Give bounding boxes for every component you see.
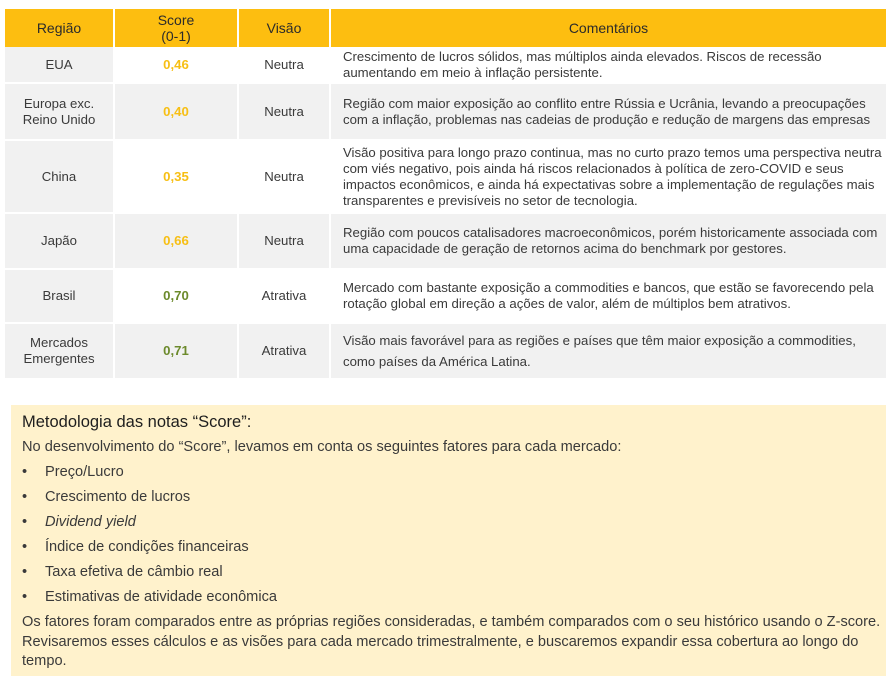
cell-regiao: Mercados Emergentes [5,324,115,380]
score-table [5,9,886,380]
table-row [5,84,886,141]
cell-score: 0,71 [115,324,239,380]
cell-visao: Atrativa [239,324,331,380]
cell-regiao: EUA [5,47,115,84]
table-row [5,270,886,324]
fator-label: Dividend yield [45,514,136,530]
list-item [22,585,886,610]
list-item [22,560,886,585]
cell-score: 0,46 [115,47,239,84]
cell-regiao: Japão [5,214,115,270]
table-row [5,324,886,380]
cell-score: 0,70 [115,270,239,324]
table-header-row [5,9,886,47]
list-item [22,535,886,560]
cell-visao: Neutra [239,84,331,141]
cell-visao: Atrativa [239,270,331,324]
cell-visao: Neutra [239,214,331,270]
cell-visao: Neutra [239,141,331,214]
cell-comentario: Mercado com bastante exposição a commodities e bancos, que estão se favorecendo pela rotação global em direção a ações de valor, além de múltiplos bem atrativos. [331,270,886,324]
cell-score: 0,66 [115,214,239,270]
table-row [5,47,886,84]
cell-visao: Neutra [239,47,331,84]
cell-comentario: Visão mais favorável para as regiões e países que têm maior exposição a commodities, como países da América Latina. [331,324,886,380]
fator-label: Índice de condições financeiras [45,539,249,555]
fatores-list [22,460,886,610]
table-row [5,141,886,214]
cell-comentario: Crescimento de lucros sólidos, mas múltiplos ainda elevados. Riscos de recessão aumentando em meio à inflação persistente. [331,47,886,84]
header-score-label: Score (0-1) [157,12,195,44]
fator-label: Estimativas de atividade econômica [45,589,277,605]
table-row [5,214,886,270]
metodologia-box [11,405,886,676]
fator-label: Preço/Lucro [45,464,124,480]
cell-regiao: China [5,141,115,214]
metodologia-closing: Os fatores foram comparados entre as próprias regiões consideradas, e também comparados com o seu histórico usando o Z-score. Revisaremos esses cálculos e as visões para cada mercado trimestralmente, e buscaremos expandir essa cobertura ao longo do tempo. [22,614,881,669]
metodologia-intro: No desenvolvimento do “Score”, levamos em conta os seguintes fatores para cada mercado: [22,439,622,455]
cell-regiao: Brasil [5,270,115,324]
cell-comentario: Região com poucos catalisadores macroeconômicos, porém historicamente associada com uma capacidade de geração de retornos acima do benchmark por gestores. [331,214,886,270]
list-item [22,460,886,485]
header-regiao: Região [5,9,115,47]
list-item [22,510,886,535]
cell-score: 0,35 [115,141,239,214]
fator-label: Crescimento de lucros [45,489,191,505]
header-score [115,9,239,47]
cell-score: 0,40 [115,84,239,141]
fator-label: Taxa efetiva de câmbio real [45,564,223,580]
metodologia-title: Metodologia das notas “Score”: [22,413,252,431]
cell-comentario: Região com maior exposição ao conflito entre Rússia e Ucrânia, levando a preocupações com a inflação, problemas nas cadeias de produção e redução de margens das empresas [331,84,886,141]
header-visao: Visão [239,9,331,47]
cell-comentario: Visão positiva para longo prazo continua, mas no curto prazo temos uma perspectiva neutra com viés negativo, pois ainda há riscos relacionados à política de zero-COVID e seus impactos econômicos, e ainda há expectativas sobre a implementação de regulações mais transparentes e previsíveis no setor de tecnologia. [331,141,886,214]
list-item [22,485,886,510]
cell-regiao: Europa exc. Reino Unido [5,84,115,141]
header-comentarios: Comentários [331,9,886,47]
